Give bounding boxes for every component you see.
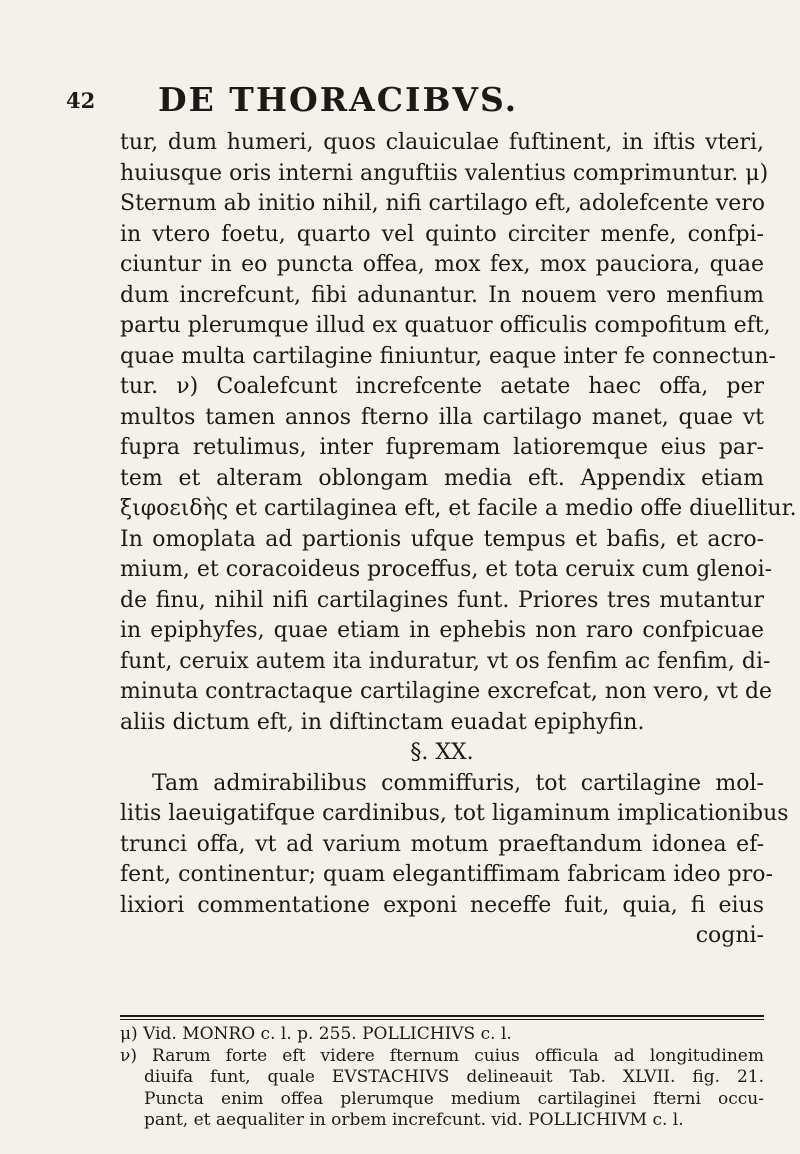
footnotes [120,1024,764,1132]
page-number: 42 [66,88,96,113]
text-line: quae multa cartilagine finiuntur, eaque inter fe connectun- [120,343,776,369]
section-heading: §. XX. [410,740,474,765]
text-line: tem et alteram oblongam media eft. Appendix etiam [120,465,764,491]
text-line: multos tamen annos fterno illa cartilago manet, quae vt [120,404,764,430]
footnote-nu-line: diuifa funt, quale EVSTACHIVS delineauit Tab. XLVII. fig. 21. [144,1067,764,1087]
text-line: trunci offa, vt ad varium motum praeftandum idonea ef- [120,831,764,857]
text-line: ciuntur in eo puncta offea, mox fex, mox pauciora, quae [120,252,764,277]
text-line: partu plerumque illud ex quatuor officulis compofitum eft, [120,313,771,338]
text-line: dum increfcunt, fibi adunantur. In nouem vero menfium [120,282,764,308]
footnote-rule [120,1015,764,1017]
text-line: mium, et coracoideus proceffus, et tota ceruix cum glenoi- [120,557,773,582]
text-line: tur. ν) Coalefcunt increfcente aetate haec offa, per [120,374,764,399]
text-line: in vtero foetu, quarto vel quinto circiter menfe, confpi- [120,221,764,247]
catchword: cogni- [695,923,764,948]
footnote-nu-line: pant, et aequaliter in orbem increfcunt. vid. POLLICHIVM c. l. [144,1110,684,1130]
text-line: lixiori commentatione exponi neceffe fuit, quia, fi eius [120,892,764,918]
text-line: de finu, nihil nifi cartilagines funt. Priores tres mutantur [120,587,764,613]
text-line: in epiphyfes, quae etiam in ephebis non raro confpicuae [120,618,764,643]
text-line: ξιφοειδὴς et cartilaginea eft, et facile a medio offe diuellitur. [120,496,797,521]
text-line: minuta contractaque cartilagine excrefcat, non vero, vt de [120,679,773,704]
text-line: Sternum ab initio nihil, nifi cartilago eft, adolefcente vero [120,191,766,216]
text-line: aliis dictum eft, in diftinctam euadat epiphyfin. [120,709,645,735]
text-line: tur, dum humeri, quos clauiculae fuftinent, in iftis vteri, [120,130,764,155]
text-line: fupra retulimus, inter fupremam latioremque eius par- [120,435,764,460]
text-line: Tam admirabilibus commiffuris, tot cartilagine mol- [152,770,764,796]
main-text [120,128,797,952]
text-line: litis laeuigatifque cardinibus, tot ligaminum implicationibus [120,801,789,826]
page-header [60,80,760,120]
footnote-nu-line: Puncta enim offea plerumque medium cartilaginei fterni occu- [144,1088,764,1109]
text-line: huiusque oris interni anguftiis valentius comprimuntur. μ) [120,160,769,186]
text-line: funt, ceruix autem ita induratur, vt os fenfim ac fenfim, di- [120,648,771,674]
footnote-nu: ν) Rarum forte eft videre fternum cuius officula ad longitudinem [120,1045,764,1066]
text-line: In omoplata ad partionis ufque tempus et bafis, et acro- [120,526,764,552]
footnote-mu: μ) Vid. MONRO c. l. p. 255. POLLICHIVS c. l. [120,1024,512,1044]
footnote-rule-thin [120,1019,764,1020]
running-head: DE THORACIBVS. [158,80,519,119]
text-line: fent, continentur; quam elegantiffimam fabricam ideo pro- [120,862,773,887]
